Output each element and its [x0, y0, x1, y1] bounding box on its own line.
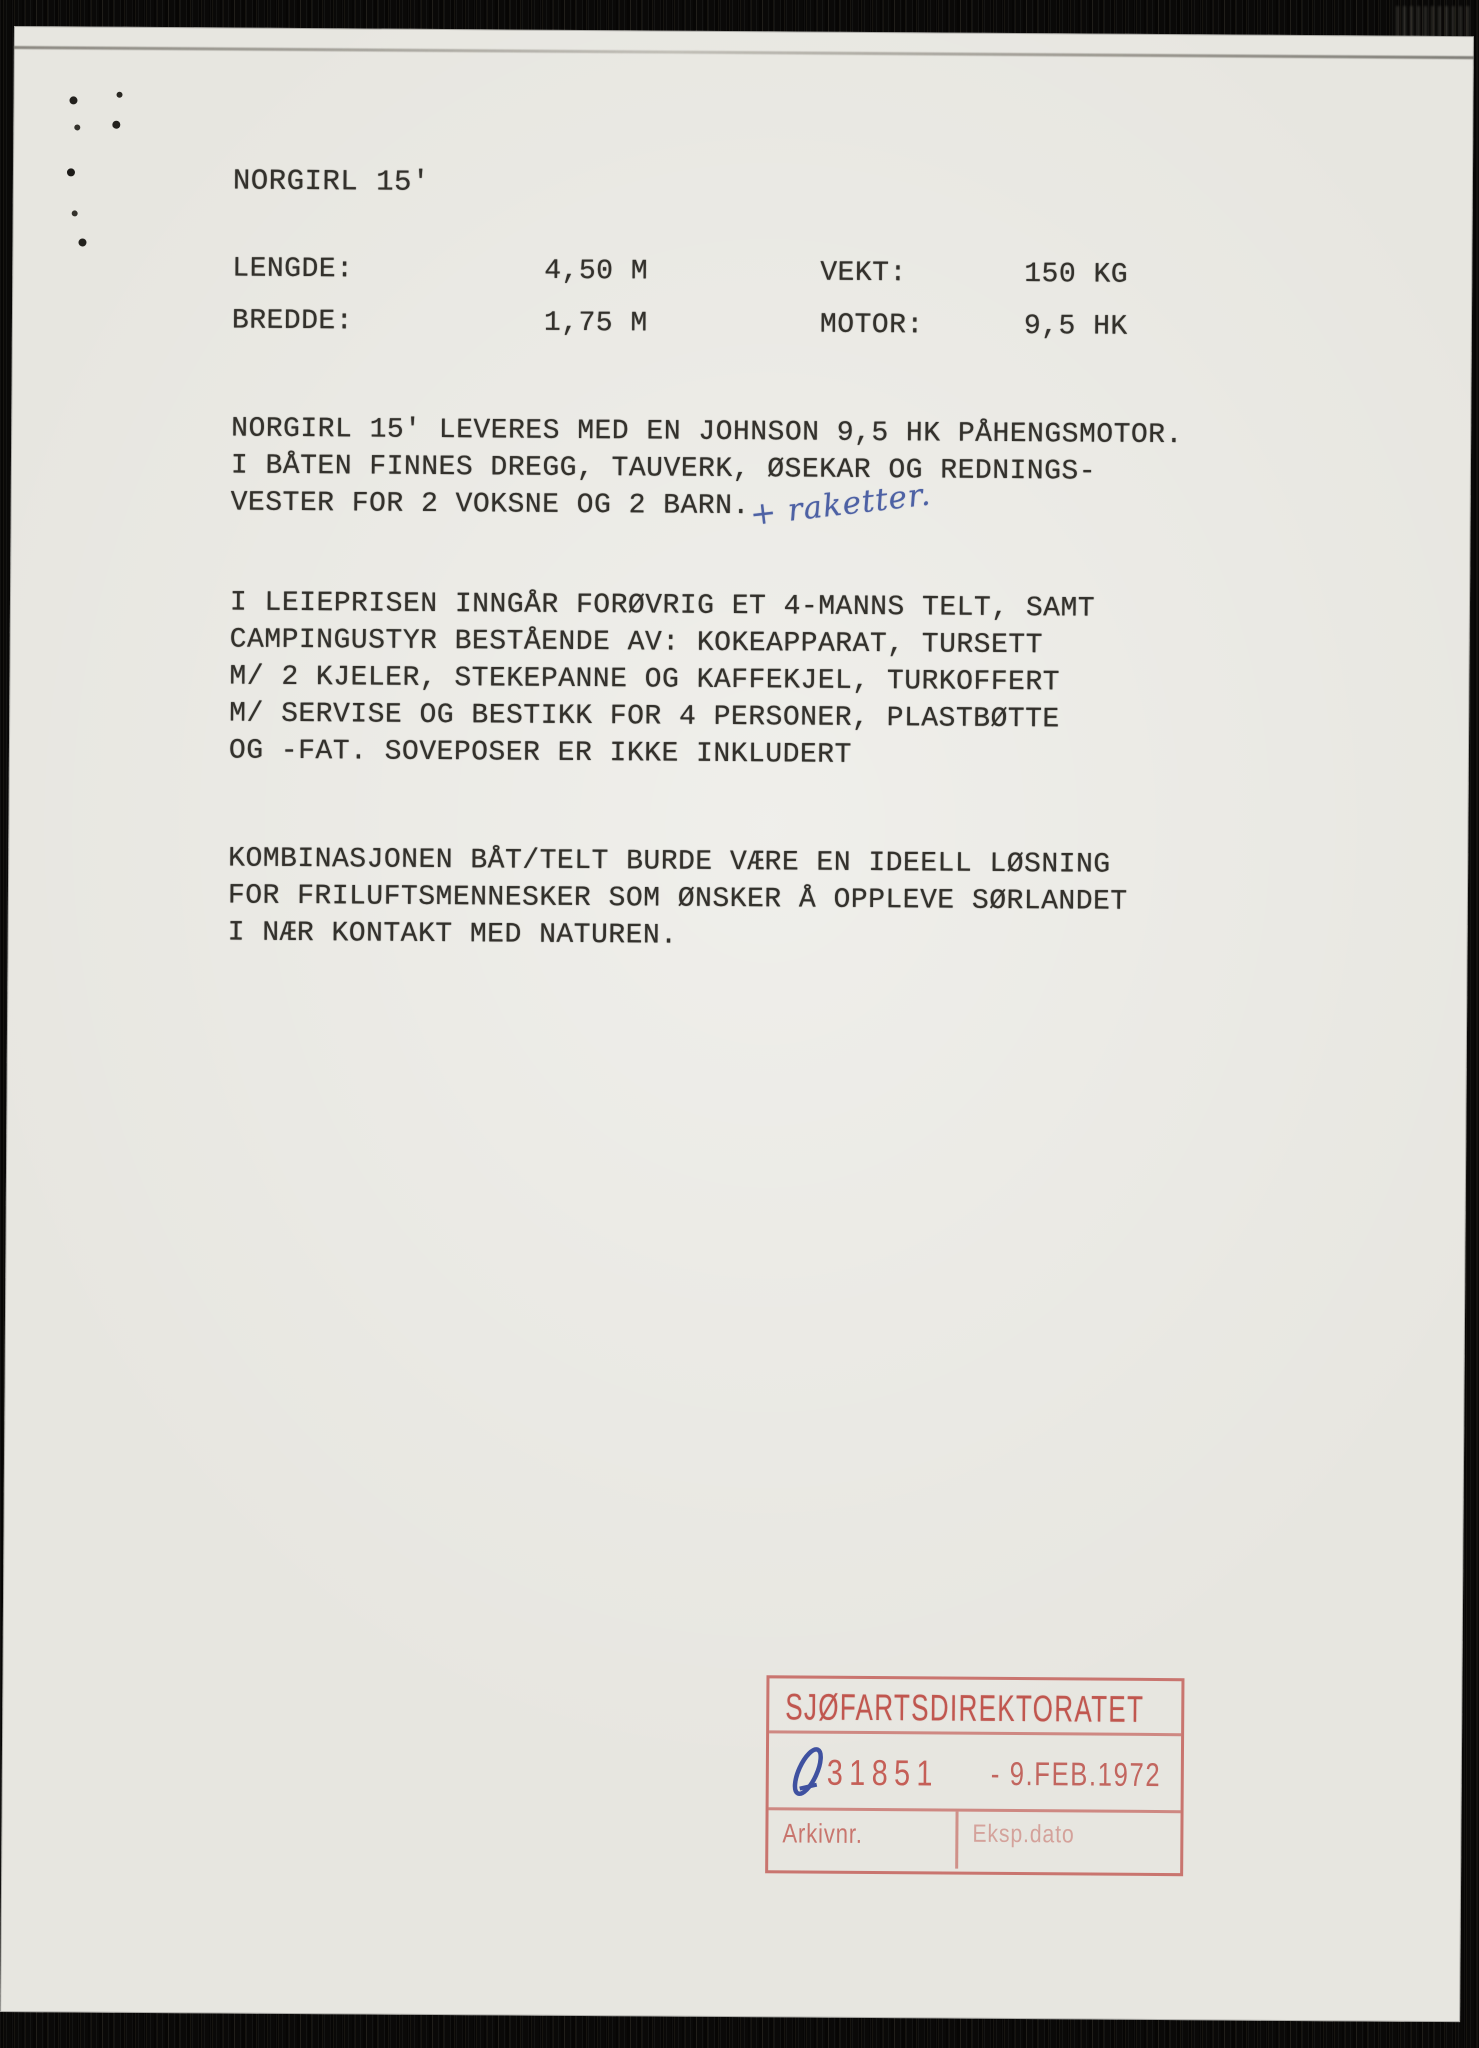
spec-value-motor: 9,5 HK [1023, 311, 1128, 343]
document-page [0, 26, 1474, 2022]
stamp-journal-number: 31851 [826, 1751, 940, 1794]
handwritten-letter-a-icon [787, 1741, 829, 1806]
spec-row-length-weight [12, 249, 1472, 296]
scan-artifact-line [14, 46, 1474, 59]
stamp-date: - 9.FEB.1972 [990, 1754, 1162, 1794]
paragraph-conclusion: KOMBINASJONEN BÅT/TELT BURDE VÆRE EN IDEELL LØSNING FOR FRILUFTSMENNESKER SOM ØNSKER Å OPPLEVE SØRLANDET I NÆR KONTAKT MED NATUREN. [227, 843, 1128, 952]
handwritten-annotation: + raketter. [748, 476, 933, 534]
stamp-ekspdato-label: Eksp.dato [972, 1819, 1075, 1849]
spec-label-lengde: LENGDE: [232, 253, 354, 286]
paragraph-rental-includes: I LEIEPRISEN INNGÅR FORØVRIG ET 4-MANNS TELT, SAMT CAMPINGUSTYR BESTÅENDE AV: KOKEAPPARAT, TURSETT M/ 2 KJELER, STEKEPANNE OG KAFFEKJEL, TURKOFFERT M/ SERVISE OG BESTIKK FOR 4 PERSONER, PLASTBØTTE OG -FAT. SOVEPOSER ER IKKE INKLUDERT [228, 587, 1096, 771]
office-stamp [765, 1675, 1184, 1876]
spec-value-vekt: 150 KG [1024, 259, 1129, 291]
stamp-header-row [769, 1678, 1181, 1736]
stamp-ekspdato-cell [958, 1812, 1093, 1870]
stamp-footer-row [768, 1810, 1180, 1870]
paragraph-equipment: NORGIRL 15' LEVERES MED EN JOHNSON 9,5 HK PÅHENGSMOTOR. I BÅTEN FINNES DREGG, TAUVERK, ØSEKAR OG REDNINGS- VESTER FOR 2 VOKSNE OG 2 BARN. [230, 413, 1183, 523]
stamp-organization: SJØFARTSDIREKTORATET [785, 1686, 1145, 1730]
ink-speckles [14, 26, 18, 30]
stamp-arkivnr-cell [768, 1810, 958, 1868]
spec-label-motor: MOTOR: [819, 309, 924, 342]
document-title: NORGIRL 15' [232, 164, 430, 199]
stamp-arkivnr-label: Arkivnr. [782, 1818, 863, 1849]
stamp-number-row [769, 1733, 1182, 1813]
spec-value-lengde: 4,50 M [544, 255, 649, 288]
spec-value-bredde: 1,75 M [543, 307, 648, 340]
spec-label-bredde: BREDDE: [231, 305, 354, 338]
spec-row-width-motor [12, 301, 1472, 348]
spec-label-vekt: VEKT: [820, 257, 907, 290]
